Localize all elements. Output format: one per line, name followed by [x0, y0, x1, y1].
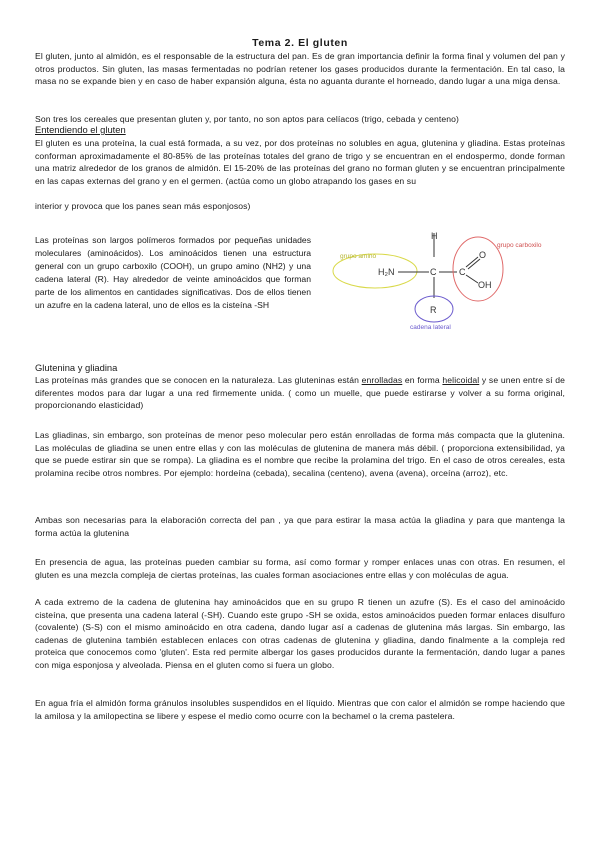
almidon-paragraph: En agua fría el almidón forma gránulos insolubles suspendidos en el líquido. Mientras que con calor el almidón se rompe haciendo que la amilosa y la amilopectina se libere y espese el medio como ocurre con la bechamel o la crema pastelera. [35, 698, 565, 721]
diagram-h2n: H₂N [378, 267, 395, 277]
diagram-carbon: C [430, 267, 437, 277]
glutenina-paragraph [35, 374, 565, 412]
section-heading-glutenina: Glutenina y gliadina [35, 362, 118, 373]
glutenina-text-helicoidal: helicoidal [442, 375, 480, 385]
diagram-side-label: cadena lateral [410, 324, 451, 331]
gluten-definition-paragraph: El gluten es una proteína, la cual está formada, a su vez, por dos proteínas no solubles en agua, glutenina y gliadina. Estas proteínas conforman aproximadamente el 80-85% de las proteínas totales del grano de trigo y se encuentran en el endospermo, donde forman una matriz alrededor de los granos de almidón. El 15-20% de las proteínas del grano no forman gluten y se encuentran principalmente en las capas externas del grano y en el germen. (actúa como un globo atrapando los gases en su [35, 138, 565, 186]
amino-acid-paragraph: Las proteínas son largos polímeros formados por pequeñas unidades moleculares (aminoácidos). Los aminoácidos tienen una estructura general con un grupo carboxilo (COOH), un grupo amino (NH2) y una cadena lateral (R). Hay alrededor de veinte aminoácidos que forman parte de los alimentos en cantidades significativas. Dos de ellos tienen un azufre en la cadena lateral, uno de ellos es la cisteína -SH [35, 235, 311, 310]
diagram-r: R [430, 305, 437, 315]
diagram-carbon-2: C [459, 267, 466, 277]
amino-acid-diagram [330, 225, 570, 340]
section-heading-entendiendo: Entendiendo el gluten [35, 124, 126, 135]
diagram-amino-label: grupo amino [340, 253, 377, 260]
ambas-paragraph: Ambas son necesarias para la elaboración correcta del pan , ya que para estirar la masa actúa la gliadina y para que mantenga la forma actúa la glutenina [35, 515, 565, 538]
bond-oh [466, 275, 478, 283]
page-title: Tema 2. El gluten [252, 37, 348, 49]
glutenina-text-c: y se unen entre sí de diferentes modos para dar lugar a una red firmemente unida. ( como un muelle, que puede estirarse y volver a su forma original, proporcionando elasticidad) [35, 375, 565, 411]
gliadina-paragraph: Las gliadinas, sin embargo, son proteínas de menor peso molecular pero están enrolladas de forma más compacta que la glutenina. Las moléculas de gliadina se unen entre ellas y con las moléculas de glutenina de manera más débil. ( proporciona extensibilidad, ya que se puede estirar sin que se rompa). La gliadina es el nombre que recibe la prolamina del trigo. En el caso de otros cereales, esta prolamina recibe otros nombres. Por ejemplo: hordeína (cebada), secalina (centeno), avena (avena), orceína (arroz), etc. [35, 430, 565, 478]
diagram-o: O [479, 250, 487, 260]
diagram-oh: OH [478, 280, 492, 290]
agua-paragraph: En presencia de agua, las proteínas pueden cambiar su forma, así como formar y romper enlaces unas con otras. En resumen, el gluten es una mezcla compleja de ciertas proteínas, las cuales forman asociaciones entre ellas y con moléculas de agua. [35, 557, 565, 580]
diagram-h: H [431, 231, 438, 241]
intro-paragraph: El gluten, junto al almidón, es el responsable de la estructura del pan. Es de gran importancia definir la forma final y volumen del pan y otros productos. Sin gluten, las masas fermentadas no podrían retener los gases producidos durante la fermentación. En tal caso, la masa no se expande bien y en caso de haber expansión alguna, ésta no aguanta durante el horneado, dando lugar a una miga densa. [35, 51, 565, 87]
disulfuro-paragraph: A cada extremo de la cadena de glutenina hay aminoácidos que en su grupo R tienen un azufre (S). Es el caso del aminoácido cisteína, que presenta una cadena lateral (-SH). Cuando este grupo -SH se oxida, estos aminoácidos pueden formar enlaces disulfuro (covalente) (S-S) con el mismo aminoácido en otra cadena, dando lugar así a cadenas de glutenina más largas. Sin embargo, las cadenas de glutenina también establecen enlaces con otras cadenas de glutenina y gliadina, dando finalmente a la compleja red proteica que conocemos como 'gluten'. Esta red permite albergar los gases producidos durante la fermentación, dando lugar a panes con miga esponjosa y alveolada. Piensa en el gluten como si fuera un globo. [35, 597, 565, 670]
glutenina-text-b: en forma [402, 375, 443, 385]
intro-paragraph-2: Son tres los cereales que presentan gluten y, por tanto, no son aptos para celíacos (trigo, cebada y centeno) [35, 114, 459, 124]
glutenina-text-enrolladas: enrolladas [361, 375, 403, 385]
diagram-carboxyl-label: grupo carboxilo [497, 242, 542, 249]
gluten-definition-continuation: interior y provoca que los panes sean más esponjosos) [35, 201, 251, 211]
glutenina-text-a: Las proteínas más grandes que se conocen en la naturaleza. Las gluteninas están [35, 375, 362, 385]
